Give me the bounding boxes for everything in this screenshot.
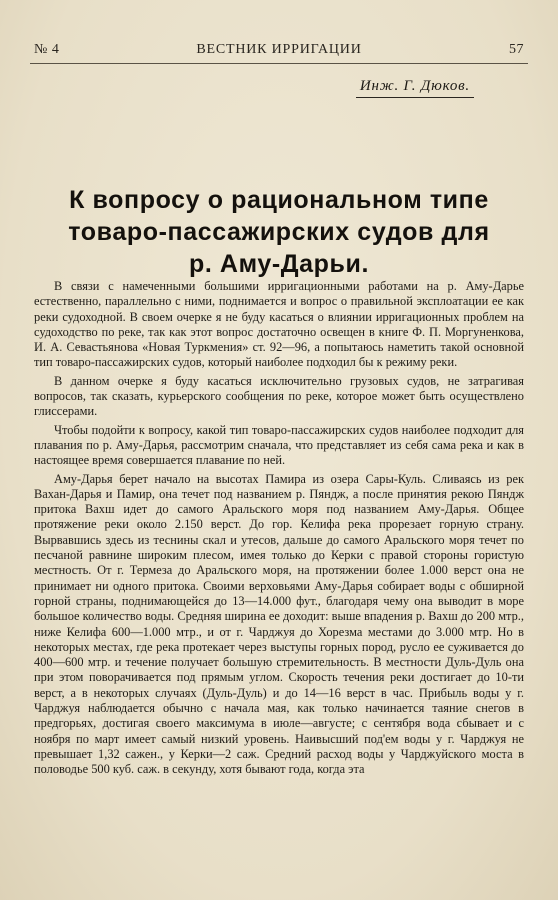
article-body	[34, 279, 524, 781]
title-line: р. Аму-Дарьи.	[188, 250, 370, 278]
article-title	[20, 184, 538, 280]
paragraph: В данном очерке я буду касаться исключительно грузовых судов, не затрагивая вопросов, так сказать, курьерского сообщения по реке, которое может быть осуществлено глиссерами.	[34, 373, 524, 419]
article-author: Инж. Г. Дюков.	[356, 78, 474, 98]
title-line: К вопросу о рациональном типе	[69, 186, 489, 214]
paragraph: Чтобы подойти к вопросу, какой тип товаро-пассажирских судов наиболее подходит для плавания по р. Аму-Дарья, рассмотрим сначала, что представляет из себя сама река и как в настоящее время совершается плавание по ней.	[34, 422, 524, 468]
title-line: товаро-пассажирских судов для	[68, 218, 490, 246]
running-header	[34, 42, 524, 62]
page-number: 57	[509, 42, 524, 57]
paragraph: Аму-Дарья берет начало на высотах Памира из озера Сары-Куль. Сливаясь из рек Вахан-Дарья и Памир, она течет под названием р. Пяндж, а после принятия рекою Пяндж притока Вахш идет до самого Аральского моря под названием Аму-Дарья. Общее протяжение реки около 2.150 верст. До гор. Келифа река прорезает горную страну. Вырвавшись здесь из теснины скал и утесов, дальше до самого Аральского моря течет по песчаной равнине широким плесом, имея только до Керки с правой стороны гористую местность. От г. Термеза до Аральского моря, на протяжении более 1.000 верст она не принимает ни одного притока. Своими верховьями Аму-Дарья собирает воды с обширной горной страны, поднимающейся до 13—14.000 фут., благодаря чему она выводит в море большое количество воды. Средняя ширина ее доходит: выше впадения р. Вахш до 200 мтр., ниже Келифа 600—1.000 мтр., и от г. Чарджуя до Хорезма местами до 3.000 мтр. Но в некоторых местах, где река протекает через выступы горных пород, русло ее суживается до 400—600 мтр. и течение получает большую стремительность. В местности Дуль-Дуль она при этом поворачивается под прямым углом. Скорость течения реки достигает до 10-ти верст, а в некоторых случаях (Дуль-Дуль) и до 14—16 верст в час. Прибыль воды у г. Чарджуя наблюдается обычно с начала мая, как только начинается таяние снегов в предгорьях, достигая своего максимума в июле—августе; с сентября вода сбывает и с ноября по март имеет самый низкий уровень. Наивысший под'ем воды у г. Чарджуя не превышает 1,32 сажен., у Керки—2 саж. Средний расход воды у Чарджуйского моста в половодье 500 куб. саж. в секунду, хотя бывают года, когда эта	[34, 471, 524, 777]
paragraph: В связи с намеченными большими ирригационными работами на р. Аму-Дарье естественно, параллельно с ними, поднимается и вопрос о правильной эксплоатации ее как реки судоходной. В своем очерке я не буду касаться о влиянии ирригационных проблем на судоходство по реке, так как этот вопрос достаточно освещен в книге Ф. П. Моргуненкова, И. А. Севастьянова «Новая Туркмения» ст. 92—96, а попытаюсь наметить такой основной тип товаро-пассажирских судов, который наиболее подходил бы к режиму реки.	[34, 279, 524, 370]
header-rule	[30, 63, 528, 64]
journal-name: ВЕСТНИК ИРРИГАЦИИ	[196, 42, 362, 57]
issue-number: № 4	[34, 42, 60, 57]
